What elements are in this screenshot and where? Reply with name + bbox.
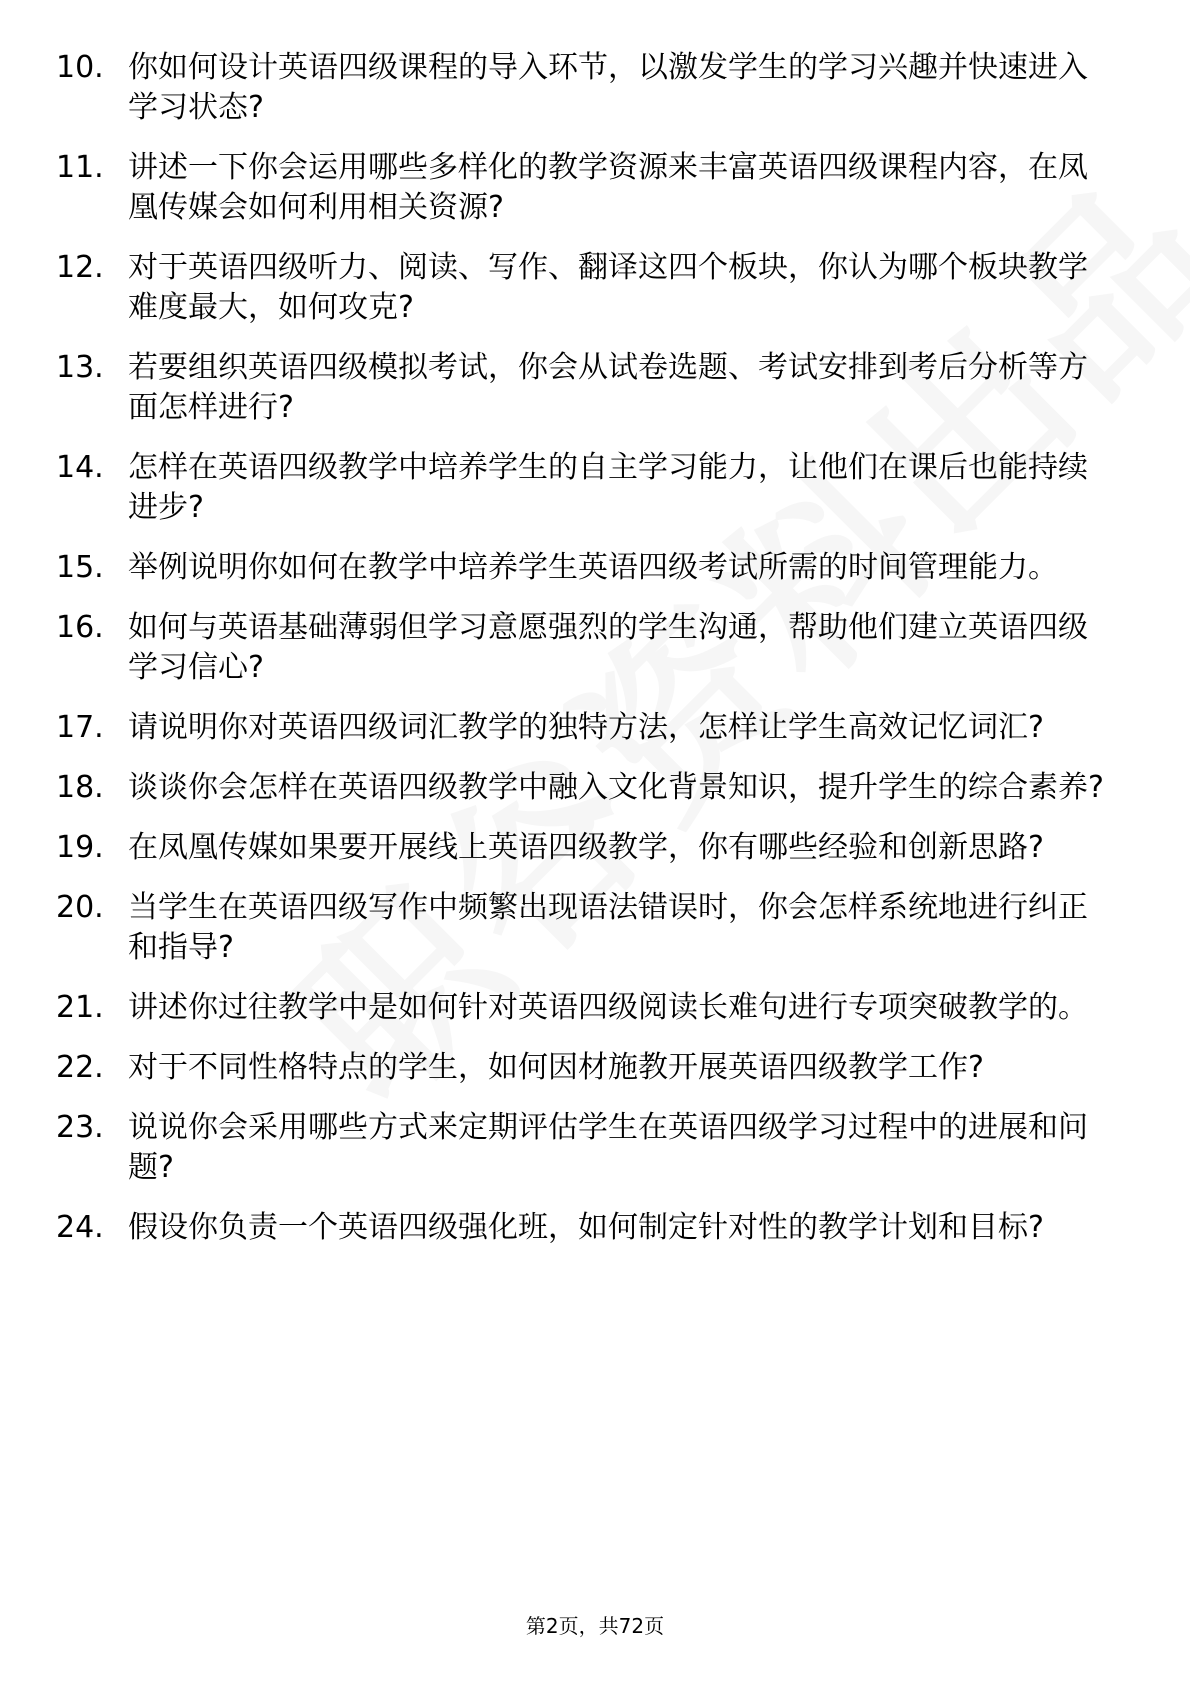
question-item-22 (56, 1048, 1116, 1088)
question-text: 假设你负责一个英语四级强化班，如何制定针对性的教学计划和目标? (128, 1210, 1044, 1245)
question-number: 23. (56, 1110, 104, 1145)
question-number: 15. (56, 550, 104, 585)
question-item-18 (56, 768, 1116, 808)
question-number: 18. (56, 770, 104, 805)
question-number: 14. (56, 450, 104, 485)
question-number: 20. (56, 890, 104, 925)
question-text: 讲述一下你会运用哪些多样化的教学资源来丰富英语四级课程内容，在凤凰传媒会如何利用相关资源? (128, 150, 1088, 225)
question-text: 对于英语四级听力、阅读、写作、翻译这四个板块，你认为哪个板块教学难度最大，如何攻克? (128, 250, 1088, 325)
question-text: 当学生在英语四级写作中频繁出现语法错误时，你会怎样系统地进行纠正和指导? (128, 890, 1088, 965)
question-number: 22. (56, 1050, 104, 1085)
question-item-11 (56, 148, 1116, 228)
question-number: 17. (56, 710, 104, 745)
question-item-24 (56, 1208, 1116, 1248)
question-text: 怎样在英语四级教学中培养学生的自主学习能力，让他们在课后也能持续进步? (128, 450, 1088, 525)
question-number: 21. (56, 990, 104, 1025)
question-item-13 (56, 348, 1116, 428)
question-item-16 (56, 608, 1116, 688)
question-list (56, 48, 1116, 1268)
question-number: 16. (56, 610, 104, 645)
question-number: 13. (56, 350, 104, 385)
question-number: 12. (56, 250, 104, 285)
question-number: 24. (56, 1210, 104, 1245)
question-item-15 (56, 548, 1116, 588)
question-text: 对于不同性格特点的学生，如何因材施教开展英语四级教学工作? (128, 1050, 984, 1085)
question-text: 请说明你对英语四级词汇教学的独特方法，怎样让学生高效记忆词汇? (128, 710, 1044, 745)
question-number: 11. (56, 150, 104, 185)
question-item-23 (56, 1108, 1116, 1188)
question-text: 若要组织英语四级模拟考试，你会从试卷选题、考试安排到考后分析等方面怎样进行? (128, 350, 1088, 425)
question-number: 19. (56, 830, 104, 865)
question-item-14 (56, 448, 1116, 528)
question-item-20 (56, 888, 1116, 968)
question-item-17 (56, 708, 1116, 748)
question-text: 在凤凰传媒如果要开展线上英语四级教学，你有哪些经验和创新思路? (128, 830, 1044, 865)
question-text: 如何与英语基础薄弱但学习意愿强烈的学生沟通，帮助他们建立英语四级学习信心? (128, 610, 1088, 685)
question-text: 你如何设计英语四级课程的导入环节，以激发学生的学习兴趣并快速进入学习状态? (128, 50, 1088, 125)
question-item-19 (56, 828, 1116, 868)
question-item-21 (56, 988, 1116, 1028)
question-text: 说说你会采用哪些方式来定期评估学生在英语四级学习过程中的进展和问题? (128, 1110, 1088, 1185)
question-item-12 (56, 248, 1116, 328)
question-text: 举例说明你如何在教学中培养学生英语四级考试所需的时间管理能力。 (128, 550, 1058, 585)
question-text: 讲述你过往教学中是如何针对英语四级阅读长难句进行专项突破教学的。 (128, 990, 1088, 1025)
question-number: 10. (56, 50, 104, 85)
question-item-10 (56, 48, 1116, 128)
page-footer: 第2页，共72页 (525, 1614, 665, 1638)
question-text: 谈谈你会怎样在英语四级教学中融入文化背景知识，提升学生的综合素养? (128, 770, 1104, 805)
